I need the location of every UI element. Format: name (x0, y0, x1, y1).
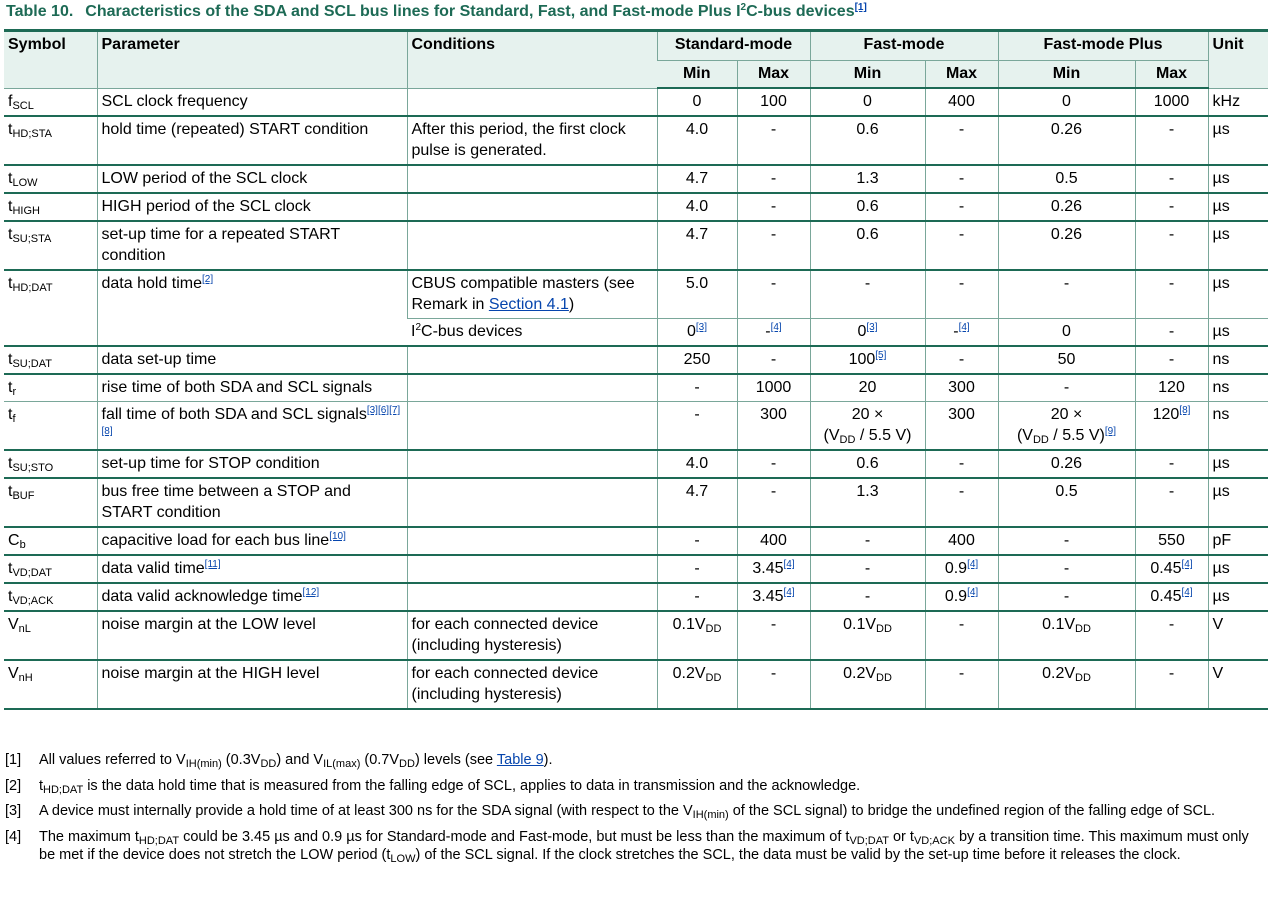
value-cell: - (737, 116, 810, 165)
value-cell: - (657, 402, 737, 451)
value-cell: - (925, 346, 998, 374)
unit-cell: ns (1208, 374, 1268, 402)
value-cell: - (737, 660, 810, 709)
conditions-cell (407, 193, 657, 221)
table-row (4, 88, 1268, 116)
value-cell: - (998, 583, 1135, 611)
conditions-cell (407, 346, 657, 374)
unit-cell: µs (1208, 165, 1268, 193)
value-cell: 0 (810, 88, 925, 116)
value-cell: 100[5] (810, 346, 925, 374)
unit-cell: µs (1208, 193, 1268, 221)
value-cell: - (657, 555, 737, 583)
value-cell: 20 (810, 374, 925, 402)
value-cell: - (737, 221, 810, 270)
value-cell: - (810, 555, 925, 583)
value-cell: 250 (657, 346, 737, 374)
footnote-link[interactable]: [4] (783, 559, 795, 570)
value-cell: 0.6 (810, 221, 925, 270)
conditions-cell (407, 527, 657, 555)
value-cell: 4.0 (657, 193, 737, 221)
value-cell: 0.45[4] (1135, 583, 1208, 611)
table-row (4, 270, 1268, 319)
value-cell: 1000 (1135, 88, 1208, 116)
value-cell: 1.3 (810, 165, 925, 193)
value-cell: $0.1V_{DD}$ (810, 611, 925, 660)
value-cell: 0 (998, 319, 1135, 347)
title-text: Characteristics of the SDA and SCL bus lines for Standard, Fast, and Fast-mode Plus I (85, 3, 741, 20)
value-cell: 3.45[4] (737, 583, 810, 611)
symbol-cell: $t_{BUF}$ (4, 478, 97, 527)
parameter-cell: HIGH period of the SCL clock (97, 193, 407, 221)
footnote-link[interactable]: [4] (770, 322, 782, 333)
footnote-label: [2] (5, 777, 22, 794)
symbol-cell: $t_{SU;STA}$ (4, 221, 97, 270)
value-cell: - (810, 583, 925, 611)
footnote-link[interactable]: [2] (202, 274, 214, 285)
table-row (4, 555, 1268, 583)
value-cell: - (998, 527, 1135, 555)
value-cell: - (1135, 478, 1208, 527)
symbol-cell: $t_{SU;DAT}$ (4, 346, 97, 374)
unit-cell: V (1208, 660, 1268, 709)
header-min: Min (998, 61, 1135, 89)
value-cell: 4.0 (657, 450, 737, 478)
table-row (4, 193, 1268, 221)
unit-cell: ns (1208, 402, 1268, 451)
value-cell: 400 (925, 88, 998, 116)
value-cell: -[4] (737, 319, 810, 347)
parameter-cell: fall time of both SDA and SCL signals[3][6][7][8] (97, 402, 407, 451)
value-cell: 1.3 (810, 478, 925, 527)
value-cell: 0.9[4] (925, 555, 998, 583)
value-cell: 4.7 (657, 165, 737, 193)
table-row (4, 165, 1268, 193)
value-cell: - (1135, 193, 1208, 221)
value-cell: 0[3] (657, 319, 737, 347)
footnote-text: The maximum $t_{HD;DAT}$ could be 3.45 µs and 0.9 µs for Standard-mode and Fast-mode, but must be less than the maximum of $t_{VD;DAT}$ or $t_{VD;ACK}$ by a transition time. This maximum must only be met if the device does not stretch the LOW period $(t_{LOW})$ of the SCL signal. If the clock stretches the SCL, the data must be valid by the set-up time before it releases the clock. (39, 828, 1249, 865)
value-cell: - (925, 165, 998, 193)
footnote-link[interactable]: [3] (695, 322, 708, 333)
value-cell: 300 (737, 402, 810, 451)
value-cell: 0.26 (998, 193, 1135, 221)
conditions-cell: for each connected device (including hysteresis) (407, 660, 657, 709)
footnote-label: [4] (5, 828, 22, 845)
conditions-cell: for each connected device (including hysteresis) (407, 611, 657, 660)
value-cell: 4.7 (657, 478, 737, 527)
header-max: Max (925, 61, 998, 89)
value-cell: - (1135, 116, 1208, 165)
value-cell: $0.2V_{DD}$ (998, 660, 1135, 709)
header-max: Max (1135, 61, 1208, 89)
footnote-4 (5, 828, 1267, 865)
value-cell: - (925, 193, 998, 221)
table-row (4, 116, 1268, 165)
title-footnote-link[interactable]: [1] (854, 2, 867, 13)
conditions-cell (407, 555, 657, 583)
symbol-cell: $t_{HIGH}$ (4, 193, 97, 221)
value-cell: 550 (1135, 527, 1208, 555)
title-sup: 2 (740, 2, 747, 13)
header-min: Min (810, 61, 925, 89)
value-cell: - (737, 193, 810, 221)
value-cell: 0.6 (810, 450, 925, 478)
footnote-text: $t_{HD;DAT}$ is the data hold time that is measured from the falling edge of SCL, applies to data in transmission and the acknowledge. (39, 777, 861, 796)
unit-cell: µs (1208, 583, 1268, 611)
footnote-link[interactable]: [7] (389, 405, 401, 416)
value-cell: 0.26 (998, 221, 1135, 270)
table-row (4, 611, 1268, 660)
footnote-link[interactable]: [4] (1181, 587, 1193, 598)
value-cell: - (925, 660, 998, 709)
bus-characteristics-table (4, 29, 1268, 710)
symbol-cell: $t_{SU;STO}$ (4, 450, 97, 478)
value-cell: 0.9[4] (925, 583, 998, 611)
unit-cell: V (1208, 611, 1268, 660)
value-cell: 100 (737, 88, 810, 116)
value-cell: - (657, 527, 737, 555)
value-cell: $0.1V_{DD}$ (657, 611, 737, 660)
footnote-link[interactable]: [10] (329, 531, 346, 542)
value-cell: - (925, 611, 998, 660)
value-cell: - (737, 478, 810, 527)
value-cell: - (1135, 660, 1208, 709)
header-parameter: Parameter (97, 31, 407, 89)
table-row (4, 374, 1268, 402)
value-cell: 0 (657, 88, 737, 116)
conditions-cell (407, 402, 657, 451)
value-cell: 0.6 (810, 193, 925, 221)
conditions-cell (407, 88, 657, 116)
conditions-cell (407, 221, 657, 270)
value-cell: 400 (925, 527, 998, 555)
footnote-2 (5, 777, 1267, 796)
parameter-cell: data valid acknowledge time[12] (97, 583, 407, 611)
parameter-cell: noise margin at the HIGH level (97, 660, 407, 709)
footnote-label: [3] (5, 803, 22, 819)
unit-cell: ns (1208, 346, 1268, 374)
table-row (4, 478, 1268, 527)
value-cell: 0 (998, 88, 1135, 116)
value-cell: - (1135, 270, 1208, 319)
value-cell: - (1135, 319, 1208, 347)
footnote-link[interactable]: [4] (967, 559, 979, 570)
header-min: Min (657, 61, 737, 89)
parameter-cell: data valid time[11] (97, 555, 407, 583)
value-cell: 20 × ($V_{DD} / 5.5$ V)[9] (998, 402, 1135, 451)
value-cell: 120 (1135, 374, 1208, 402)
value-cell: - (998, 374, 1135, 402)
value-cell: - (810, 270, 925, 319)
unit-cell: µs (1208, 478, 1268, 527)
value-cell: - (925, 450, 998, 478)
unit-cell: µs (1208, 116, 1268, 165)
table-row (4, 527, 1268, 555)
header-standard-mode: Standard-mode (657, 31, 810, 61)
symbol-cell: $f_{SCL}$ (4, 88, 97, 116)
title-text-after: C-bus devices (746, 3, 855, 20)
footnote-link[interactable]: [12] (302, 587, 320, 598)
value-cell: - (737, 270, 810, 319)
parameter-cell: noise margin at the LOW level (97, 611, 407, 660)
parameter-cell: SCL clock frequency (97, 88, 407, 116)
conditions-cell (407, 478, 657, 527)
value-cell: 20 × ($V_{DD} / 5.5$ V) (810, 402, 925, 451)
symbol-cell: $t_f$ (4, 402, 97, 451)
value-cell: 0.26 (998, 116, 1135, 165)
unit-cell: µs (1208, 319, 1268, 347)
table-number: Table 10. (6, 3, 74, 20)
unit-cell: kHz (1208, 88, 1268, 116)
table-title (6, 3, 867, 21)
table-row (4, 660, 1268, 709)
footnote-link[interactable]: [8] (101, 426, 113, 437)
footnotes (5, 751, 1267, 872)
footnote-text: All values referred to $V_{IH(min)}$ $(0.3V_{DD})$ and $V_{IL(max)}$ $(0.7V_{DD})$ levels (see Table 9). (39, 752, 553, 770)
value-cell: 400 (737, 527, 810, 555)
symbol-cell: $t_{HD;DAT}$ (4, 270, 97, 346)
value-cell: 50 (998, 346, 1135, 374)
parameter-cell: set-up time for STOP condition (97, 450, 407, 478)
parameter-cell: LOW period of the SCL clock (97, 165, 407, 193)
table-row (4, 450, 1268, 478)
footnote-link[interactable]: [4] (967, 587, 979, 598)
value-cell: 0.5 (998, 165, 1135, 193)
parameter-cell: set-up time for a repeated START condition (97, 221, 407, 270)
footnote-link[interactable]: [3] (866, 322, 878, 333)
parameter-cell: hold time (repeated) START condition (97, 116, 407, 165)
table-row (4, 583, 1268, 611)
table-row (4, 221, 1268, 270)
symbol-cell: $t_r$ (4, 374, 97, 402)
footnote-link[interactable]: [4] (1181, 559, 1193, 570)
symbol-cell: $t_{VD;DAT}$ (4, 555, 97, 583)
parameter-cell: capacitive load for each bus line[10] (97, 527, 407, 555)
value-cell: - (998, 555, 1135, 583)
footnote-3 (5, 802, 1267, 821)
value-cell: 0[3] (810, 319, 925, 347)
value-cell: - (1135, 221, 1208, 270)
table-row (4, 402, 1268, 451)
conditions-cell (407, 450, 657, 478)
symbol-cell: $C_b$ (4, 527, 97, 555)
value-cell: -[4] (925, 319, 998, 347)
value-cell: $0.2V_{DD}$ (657, 660, 737, 709)
header-unit: Unit (1208, 31, 1268, 89)
header-max: Max (737, 61, 810, 89)
footnote-1 (5, 751, 1267, 770)
value-cell: - (657, 374, 737, 402)
value-cell: - (1135, 165, 1208, 193)
unit-cell: µs (1208, 555, 1268, 583)
value-cell: - (925, 270, 998, 319)
value-cell: $0.2V_{DD}$ (810, 660, 925, 709)
conditions-cell: After this period, the first clock pulse is generated. (407, 116, 657, 165)
parameter-cell: rise time of both SDA and SCL signals (97, 374, 407, 402)
value-cell: $0.1V_{DD}$ (998, 611, 1135, 660)
header-fast-mode-plus: Fast-mode Plus (998, 31, 1208, 61)
value-cell: - (998, 270, 1135, 319)
parameter-cell: data hold time[2] (97, 270, 407, 346)
value-cell: - (737, 165, 810, 193)
value-cell: 1000 (737, 374, 810, 402)
value-cell: - (657, 583, 737, 611)
value-cell: 0.45[4] (1135, 555, 1208, 583)
table-9-link[interactable]: Table 9 (496, 752, 544, 768)
footnote-link[interactable]: [6] (377, 405, 390, 416)
value-cell: - (1135, 346, 1208, 374)
footnote-link[interactable]: [9] (1104, 426, 1117, 437)
footnote-link[interactable]: [3] (366, 405, 378, 416)
value-cell: 0.26 (998, 450, 1135, 478)
footnote-link[interactable]: [8] (1179, 405, 1191, 416)
conditions-cell (407, 583, 657, 611)
value-cell: 120[8] (1135, 402, 1208, 451)
value-cell: 300 (925, 402, 998, 451)
conditions-cell (407, 374, 657, 402)
unit-cell: pF (1208, 527, 1268, 555)
symbol-cell: $V_{nH}$ (4, 660, 97, 709)
table-row (4, 346, 1268, 374)
parameter-cell: bus free time between a STOP and START condition (97, 478, 407, 527)
value-cell: 0.6 (810, 116, 925, 165)
header-fast-mode: Fast-mode (810, 31, 998, 61)
unit-cell: µs (1208, 221, 1268, 270)
value-cell: - (737, 450, 810, 478)
value-cell: - (737, 611, 810, 660)
value-cell: - (1135, 450, 1208, 478)
value-cell: 3.45[4] (737, 555, 810, 583)
conditions-cell (407, 165, 657, 193)
value-cell: - (1135, 611, 1208, 660)
value-cell: - (925, 221, 998, 270)
footnote-text: A device must internally provide a hold time of at least 300 ns for the SDA signal (with respect to the $V_{IH(min)}$ of the SCL signal) to bridge the undefined region of the falling edge of SCL. (39, 803, 1216, 821)
value-cell: - (925, 116, 998, 165)
footnote-link[interactable]: [5] (875, 350, 887, 361)
value-cell: 4.0 (657, 116, 737, 165)
footnote-link[interactable]: [4] (783, 587, 795, 598)
value-cell: 300 (925, 374, 998, 402)
value-cell: - (737, 346, 810, 374)
footnote-link[interactable]: [4] (958, 322, 970, 333)
value-cell: - (925, 478, 998, 527)
symbol-cell: $t_{LOW}$ (4, 165, 97, 193)
value-cell: 5.0 (657, 270, 737, 319)
conditions-cell: CBUS compatible masters (see Remark in Section 4.1) (407, 270, 657, 319)
unit-cell: µs (1208, 270, 1268, 319)
header-conditions: Conditions (407, 31, 657, 89)
unit-cell: µs (1208, 450, 1268, 478)
section-link[interactable]: Section 4.1 (488, 296, 569, 313)
symbol-cell: $V_{nL}$ (4, 611, 97, 660)
symbol-cell: $t_{HD;STA}$ (4, 116, 97, 165)
header-symbol: Symbol (4, 31, 97, 89)
footnote-link[interactable]: [11] (204, 559, 221, 570)
footnote-label: [1] (5, 752, 22, 768)
value-cell: 0.5 (998, 478, 1135, 527)
value-cell: 4.7 (657, 221, 737, 270)
parameter-cell: data set-up time (97, 346, 407, 374)
symbol-cell: $t_{VD;ACK}$ (4, 583, 97, 611)
conditions-cell: $I^2C$-bus devices (407, 319, 657, 347)
value-cell: - (810, 527, 925, 555)
